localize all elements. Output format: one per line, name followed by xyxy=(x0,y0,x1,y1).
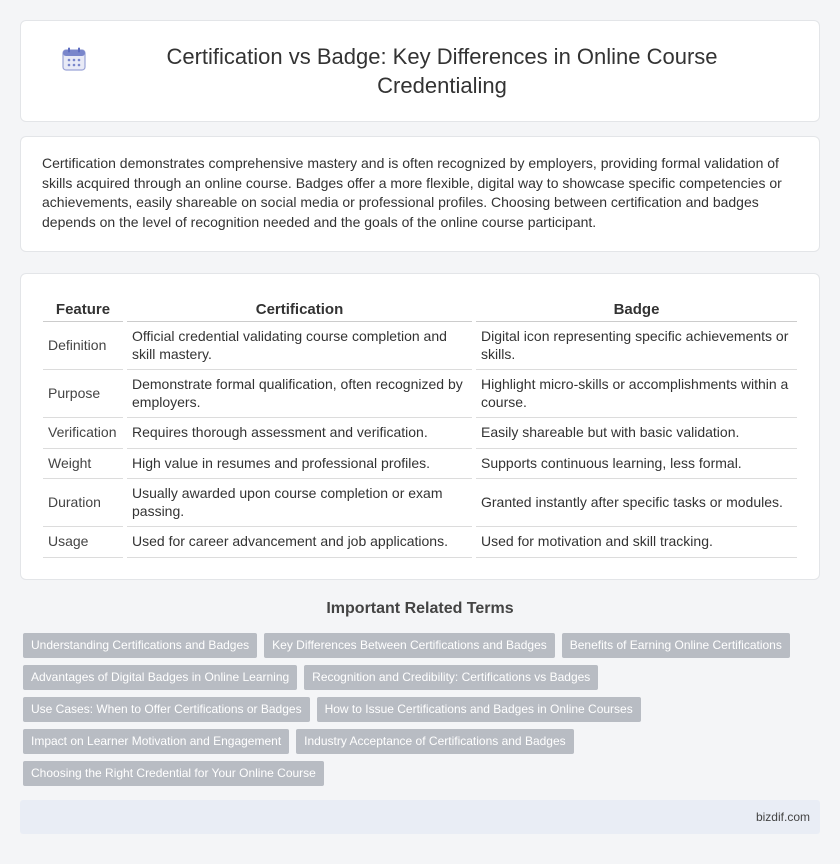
cell-certification: Used for career advancement and job applications. xyxy=(127,527,472,558)
cell-badge: Used for motivation and skill tracking. xyxy=(476,527,797,558)
related-term-link[interactable]: Key Differences Between Certifications and Badges xyxy=(264,633,555,658)
header-feature: Feature xyxy=(43,294,123,322)
comparison-table xyxy=(39,294,801,558)
related-term-link[interactable]: Recognition and Credibility: Certifications vs Badges xyxy=(304,665,598,690)
cell-certification: High value in resumes and professional profiles. xyxy=(127,449,472,480)
related-term-link[interactable]: Impact on Learner Motivation and Engagement xyxy=(23,729,289,754)
cell-feature: Usage xyxy=(43,527,123,558)
comparison-card xyxy=(20,273,820,580)
cell-badge: Supports continuous learning, less formal. xyxy=(476,449,797,480)
table-row xyxy=(43,322,797,370)
table-row xyxy=(43,418,797,449)
cell-feature: Purpose xyxy=(43,370,123,418)
cell-certification: Demonstrate formal qualification, often recognized by employers. xyxy=(127,370,472,418)
related-term-link[interactable]: Benefits of Earning Online Certifications xyxy=(562,633,790,658)
table-header-row xyxy=(43,294,797,322)
table-row xyxy=(43,479,797,527)
intro-text: Certification demonstrates comprehensive mastery and is often recognized by employers, providing formal validation of skills acquired through an online course. Badges offer a more flexible, digital way to showcase specific competencies or achievements, easily shareable on social media or professional profiles. Choosing between certification and badges depends on the level of recognition needed and the goals of the online course participant. xyxy=(42,155,782,230)
header-certification: Certification xyxy=(127,294,472,322)
cell-certification: Official credential validating course completion and skill mastery. xyxy=(127,322,472,370)
intro-card xyxy=(20,136,820,252)
cell-badge: Digital icon representing specific achievements or skills. xyxy=(476,322,797,370)
header-badge: Badge xyxy=(476,294,797,322)
table-row xyxy=(43,527,797,558)
cell-feature: Weight xyxy=(43,449,123,480)
cell-badge: Easily shareable but with basic validation. xyxy=(476,418,797,449)
table-row xyxy=(43,449,797,480)
footer xyxy=(20,800,820,834)
page-title: Certification vs Badge: Key Differences in Online Course Credentialing xyxy=(166,44,718,98)
cell-feature: Duration xyxy=(43,479,123,527)
related-term-link[interactable]: Advantages of Digital Badges in Online Learning xyxy=(23,665,297,690)
related-terms-list xyxy=(23,633,803,793)
related-term-link[interactable]: Understanding Certifications and Badges xyxy=(23,633,257,658)
cell-certification: Usually awarded upon course completion or exam passing. xyxy=(127,479,472,527)
footer-site-name[interactable]: bizdif.com xyxy=(755,810,810,824)
cell-feature: Definition xyxy=(43,322,123,370)
header-card xyxy=(20,20,820,122)
table-row xyxy=(43,370,797,418)
related-term-link[interactable]: Choosing the Right Credential for Your Online Course xyxy=(23,761,324,786)
cell-certification: Requires thorough assessment and verification. xyxy=(127,418,472,449)
related-terms-title: Important Related Terms xyxy=(326,600,514,617)
related-term-link[interactable]: How to Issue Certifications and Badges in Online Courses xyxy=(317,697,641,722)
cell-feature: Verification xyxy=(43,418,123,449)
calendar-icon xyxy=(61,46,87,72)
related-term-link[interactable]: Industry Acceptance of Certifications and Badges xyxy=(296,729,574,754)
cell-badge: Highlight micro-skills or accomplishments within a course. xyxy=(476,370,797,418)
related-term-link[interactable]: Use Cases: When to Offer Certifications or Badges xyxy=(23,697,310,722)
cell-badge: Granted instantly after specific tasks or modules. xyxy=(476,479,797,527)
